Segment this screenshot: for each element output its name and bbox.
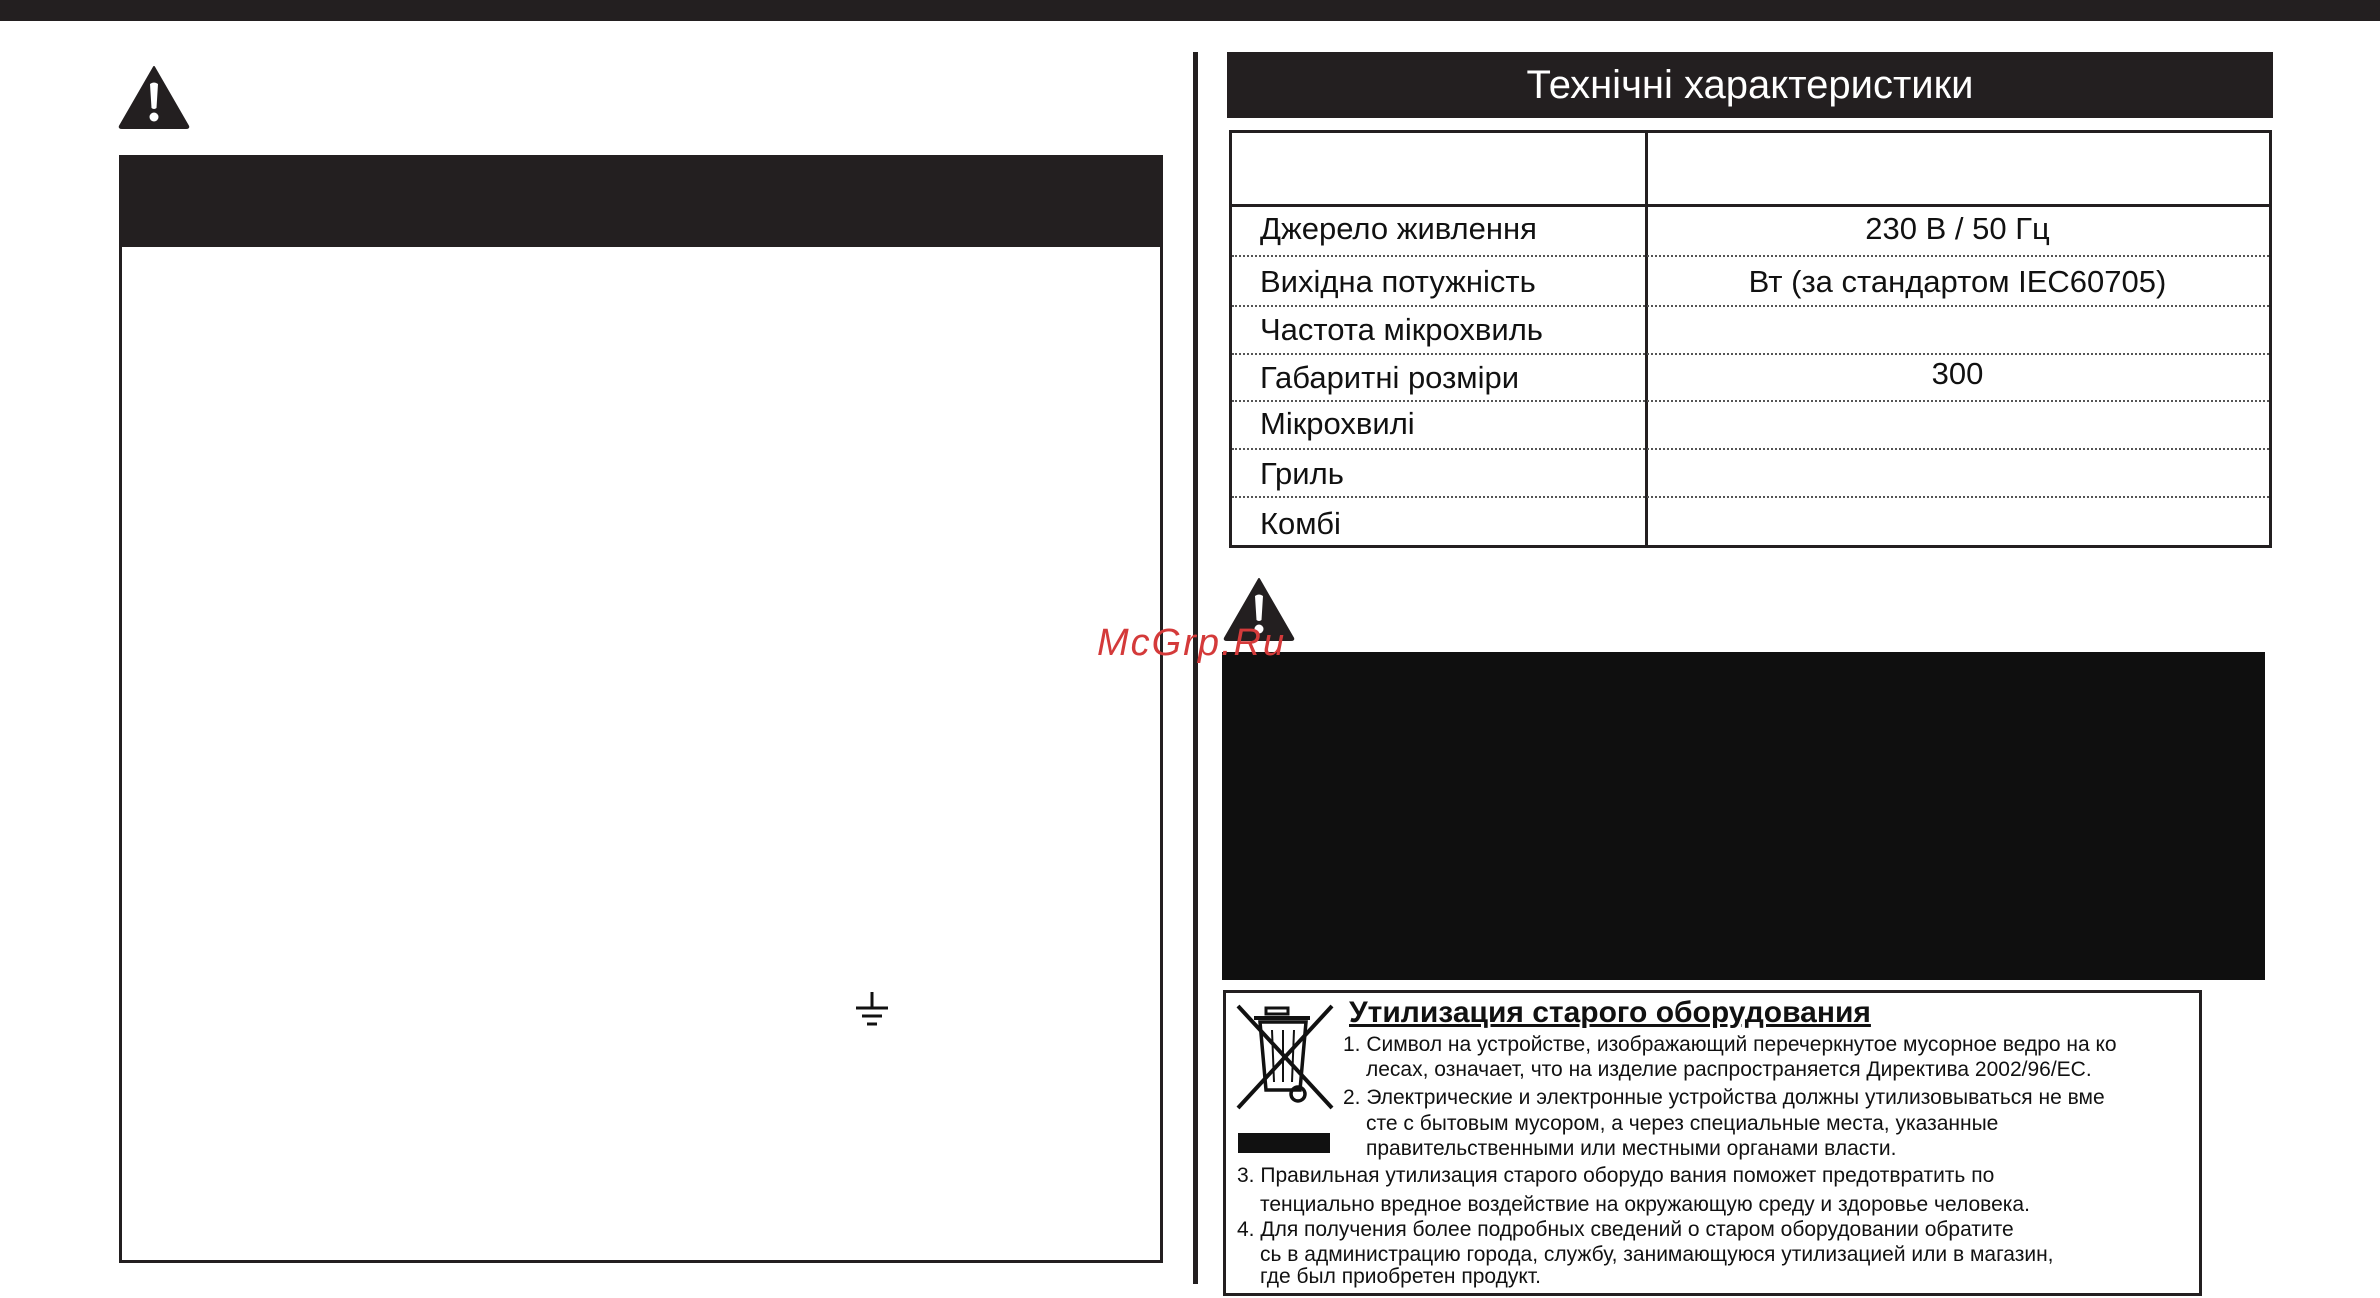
left-info-panel [119, 155, 1163, 1263]
warning-black-block [1222, 652, 2265, 980]
spec-label-power-source: Джерело живлення [1260, 211, 1537, 246]
disposal-title: Утилизация старого оборудования [1349, 996, 1871, 1029]
left-panel-header [119, 155, 1163, 247]
spec-value-dimensions: 300 [1931, 356, 1984, 391]
spec-label-dimensions: Габаритні розміри [1260, 360, 1520, 395]
disposal-line: тенциально вредное воздействие на окружающую среду и здоровье человека. [1260, 1193, 2030, 1216]
spec-column-divider [1645, 130, 1648, 548]
disposal-line: сь в администрацию города, службу, занимающуюся утилизацией или в магазин, [1260, 1243, 2054, 1266]
disposal-line: 3. Правильная утилизация старого оборудо вания поможет предотвратить по [1237, 1164, 1995, 1187]
disposal-line: правительственными или местными органами власти. [1366, 1137, 1897, 1160]
bin-underline-bar [1238, 1133, 1330, 1153]
spec-value-power-source: 230 В / 50 Гц [1865, 211, 2050, 246]
spec-header-line [1229, 204, 2272, 207]
spec-label-output-power: Вихідна потужність [1260, 264, 1536, 299]
spec-label-microwave-frequency: Частота мікрохвиль [1260, 312, 1543, 347]
disposal-line: сте с бытовым мусором, а через специальные места, указанные [1366, 1112, 1999, 1135]
warning-triangle-icon [117, 64, 191, 130]
disposal-line: 2. Электрические и электронные устройства должны утилизовываться не вме [1343, 1086, 2105, 1109]
ground-symbol-icon [853, 990, 891, 1030]
spec-label-microwaves: Мікрохвилі [1260, 406, 1415, 441]
spec-title: Технічні характеристики [1227, 52, 2273, 118]
row-separator [1232, 305, 2269, 307]
row-separator [1232, 400, 2269, 402]
row-separator [1232, 255, 2269, 257]
row-separator [1232, 448, 2269, 450]
spec-value-output-power: Вт (за стандартом IEC60705) [1748, 264, 2167, 299]
disposal-line: 4. Для получения более подробных сведений о старом оборудовании обратите [1237, 1218, 2014, 1241]
disposal-line: лесах, означает, что на изделие распространяется Директива 2002/96/EC. [1366, 1058, 2092, 1081]
watermark: McGrp.Ru [1097, 622, 1287, 664]
spec-label-combi: Комбі [1260, 506, 1341, 541]
spec-label-grill: Гриль [1260, 456, 1344, 491]
row-separator [1232, 496, 2269, 498]
disposal-line: 1. Символ на устройстве, изображающий перечеркнутое мусорное ведро на ко [1343, 1033, 2117, 1056]
column-divider [1193, 52, 1198, 1284]
disposal-line: где был приобретен продукт. [1260, 1265, 1541, 1288]
crossed-out-wheelie-bin-icon [1232, 1002, 1338, 1112]
top-bar [0, 0, 2380, 21]
